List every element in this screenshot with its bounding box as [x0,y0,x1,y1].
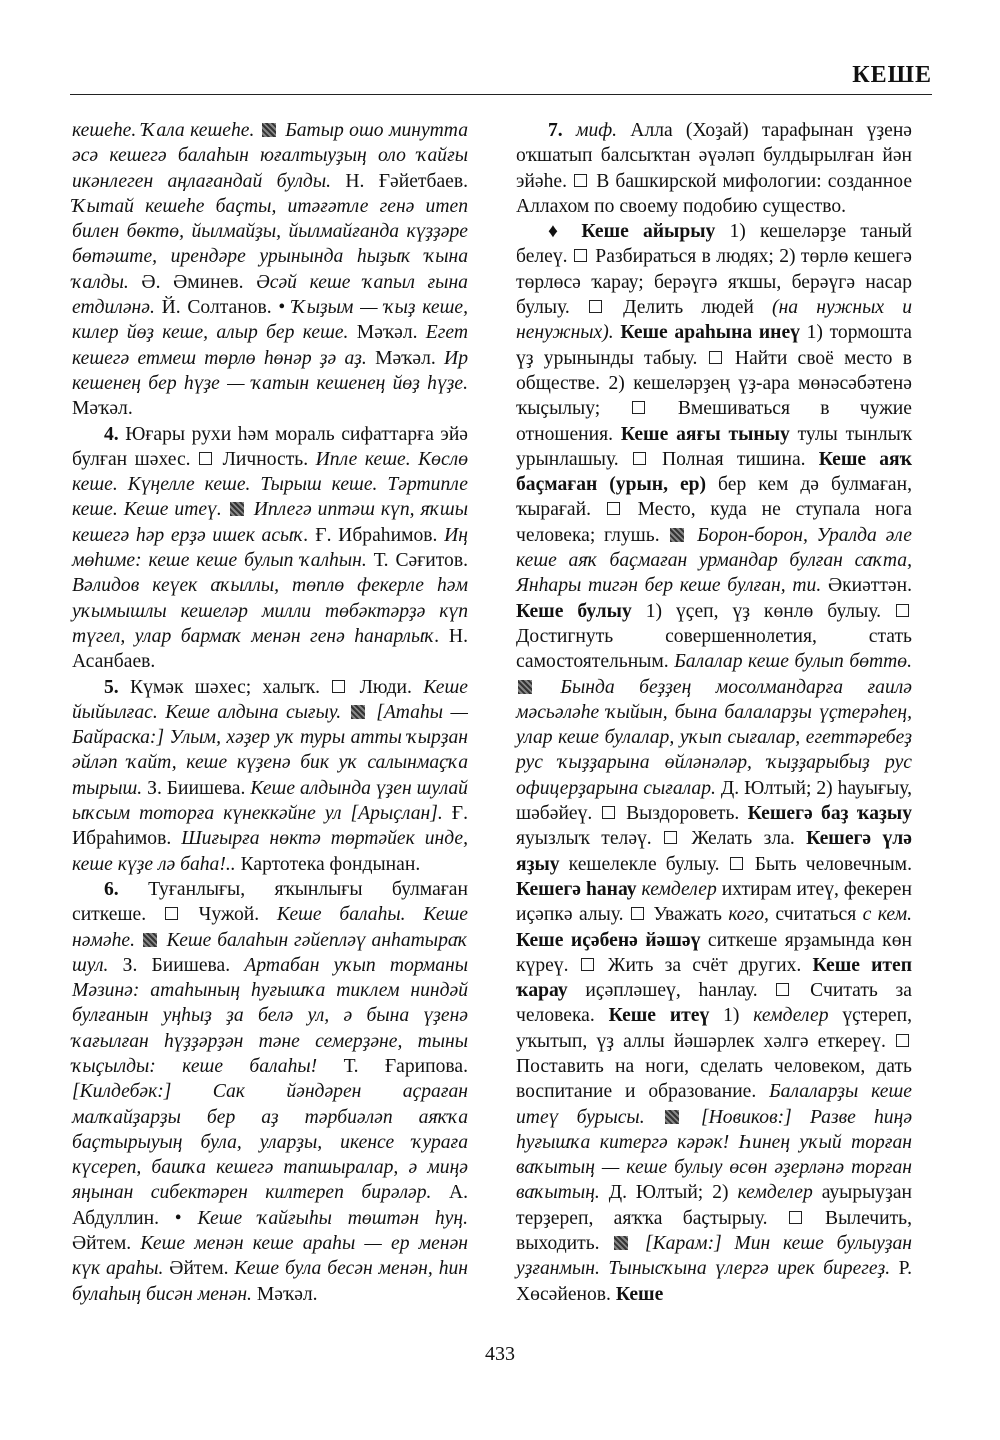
translation-marker-icon [581,958,594,971]
example-marker-icon [143,933,157,947]
translation-marker-icon [896,1034,909,1047]
bullet-icon: • [174,1207,182,1229]
example-marker-icon [230,502,244,516]
sense-7: 7. миф. Алла (Хоҙай) тарафынан үҙенә оҡшатып балсыҡтан әүәләп булдырылған йән эйәһе. В башкирской мифологии: созданное Аллахом по своему подобию существо. [516,120,913,217]
translation-marker-icon [776,983,789,996]
translation-marker-icon [709,351,722,364]
example-marker-icon [262,123,276,137]
sense-6: 6. Туғанлығы, яҡынлығы булмаған ситкеше. Чужой. Кеше балаһы. Кеше нәмәһе. Кеше балаһын гәйепләү анһатыраҡ шул. З. Биишева. Артабан уҡып торманы Мәзинә: атаһының һуғышҡа тиклем ниндәй булғанын уңһыҙ ҙа белә ул, ә бына үҙенә ҡағылған һүҙҙәрҙән тәне семерҙәне, тыны ҡыҫылды: кеше балаһы! Т. Ғарипова. [Килдебәк:] Сак йәндәрен аҫраған малҡайҙарҙы бер аҙ тәрбиәләп аяҡҡа баҫтырыуың була, уларҙы, икенсе ҡураға күсереп, башҡа кешегә тапшыралар, ә миңә яңынан сибектәрен килтереп бирәләр. А. Абдуллин. • Кеше ҡайғыһы төштән һуң. Әйтем. Кеше менән кеше араһы — ер менән күк араһы. Әйтем. Кеше була бесән менән, һин булаһың бисән менән. Мәҡәл. [72,878,469,1305]
example-marker-icon [518,680,532,694]
header-rule [70,94,932,95]
running-header: КЕШЕ [852,62,932,88]
translation-marker-icon [574,174,587,187]
translation-marker-icon [896,604,909,617]
translation-marker-icon [165,907,178,920]
translation-marker-icon [789,1211,802,1224]
right-column [516,118,912,1307]
phraseology-block: ♦ Кеше айырыу 1) кешеләрҙе таный белеү. Разбираться в людях; 2) төрлө кешегә төрлөсә ҡарау; берәүгә яҡшы, берәүгә насар булыу. Делить людей (на нужных и ненужных). Кеше араһына инеү 1) тормошта үҙ урынынды табыу. Найти своё место в обществе. 2) кешеләрҙең үҙ-ара мөнәсәбәтенә ҡыҫылыу; Вмешиваться в чужие отношения. Кеше аяғы тыныу тулы тынлыҡ урынлашыу. Полная тишина. Кеше аяҡ баҫмаған (урын, ер) бер кем дә булмаған, ҡырағай. Место, куда не ступала нога человека; глушь. Борон-борон, Уралда әле кеше аяҡ баҫмаған урмандар булған саҡта, Янһары тигән бер кеше булған, ти. Әкиәттән. Кеше булыу 1) үҫеп, үҙ көнлө булыу. Достигнуть совершеннолетия, стать самостоятельным. Балалар кеше булып бөттө. Бында беҙҙең мосолмандарға ғаилә мәсьәләһе ҡыйын, бына балаларҙы үҫтерәһең, улар кеше булалар, уҡып сығалар, егеттәребеҙ рус ҡыҙҙарына өйләнәләр, ҡыҙҙарыбыҙ рус офицерҙарына сығалар. Д. Юлтый; 2) һауығыу, шәбәйеү. Выздороветь. Кешегә баҙ ҡаҙыу яуызлыҡ теләү. Желать зла. Кешегә үлә яҙыу кешелекле булыу. Быть человечным. Кешегә һанау кемделер ихтирам итеү, фекерен иҫәпкә алыу. Уважать кого, считаться с кем. Кеше иҫәбенә йәшәү ситкеше ярҙамында көн күреү. Жить за счёт других. Кеше итеп ҡарау иҫәпләшеү, һанлау. Считать за человека. Кеше итеү 1) кемделер үҫтереп, уҡытып, үҙ аллы йәшәрлек хәлгә еткереү. Поставить на ноги, сделать человеком, дать воспитание и образование. Балаларҙы кеше итеү бурысы. [Новиков:] Разве һиңә һуғышҡа китергә кәрәк! Һинең уҡый торған ваҡытың — кеше булыу өсөн әҙерләнә торған ваҡытың. Д. Юлтый; 2) кемделер ауырыуҙан терҙереп, аяҡҡа баҫтырыу. Вылечить, выходить. [Карам:] Мин кеше булыуҙан уҙғанмын. Тынысҡына үлергә ирек бирегеҙ. Р. Хөсәйенов. Кеше [516,221,913,1305]
example-marker-icon [670,528,684,542]
translation-marker-icon [631,907,644,920]
example-marker-icon [665,1110,679,1124]
entry-continuation: кешеһе. Ҡала кешеһе. Батыр ошо минутта әсә кешегә балаһын юғалтыуҙың оло ҡайғы икәнлеген аңлағандай булды. Н. Ғәйетбаев. Ҡытай кешеһе баҫты, итәғәтле генә итеп билен бөктө, йылмайҙы, йылмайғанда күҙҙәре бөтәште, ирендәре урынында һыҙыҡ ҡына ҡалды. Ә. Әминев. Әсәй кеше ҡапыл ғына етдиләнә. Й. Солтанов. • Ҡыҙым — ҡыҙ кеше, килер йөҙ кеше, алыр бер кеше. Мәҡәл. Егет кешегә етмеш төрлө һөнәр ҙә аҙ. Мәҡәл. Ир кешенең бер һүҙе — ҡатын кешенең йөҙ һүҙе. Мәҡәл. [72,120,469,420]
translation-marker-icon [633,452,646,465]
left-column [72,118,468,1307]
translation-marker-icon [602,806,615,819]
translation-marker-icon [332,680,345,693]
sense-4: 4. Юғары рухи һәм мораль сифаттарға эйә булған шәхес. Личность. Ипле кеше. Көслө кеше. Күңелле кеше. Тырыш кеше. Тәртипле кеше. Кеше итеү. Иплегә иптәш күп, яҡшы кешегә һәр ерҙә ишек асыҡ. Ғ. Ибраһимов. Иң мөһиме: кеше кеше булып ҡалһын. Т. Сәғитов. Вәлидов кеүек аҡыллы, төплө фекерле һәм уҡымышлы кешеләр милли төбәктәрҙә күп түгел, улар бармаҡ менән генә һанарлыҡ. Н. Асанбаев. [72,423,468,673]
translation-marker-icon [607,502,620,515]
translation-marker-icon [199,452,212,465]
bullet-icon: • [278,297,286,319]
page-number: 433 [485,1343,515,1365]
sense-5: 5. Күмәк шәхес; халыҡ. Люди. Кеше йыйылғас. Кеше алдына сығыу. [Атаһы — Байраска:] Улым, хәҙер уҡ туры атты ҡырҙан әйләп ҡайт, кеше күҙенә бик уҡ салынмаҫҡа тырыш. З. Биишева. Кеше алдында үҙен шулай ыҡсым тоторға күнеккәйне ул [Арыҫлан]. Ғ. Ибраһимов. Шиғырға нөктә төртәйек инде, кеше күҙе лә баһа!.. Картотека фондынан. [72,676,468,875]
translation-marker-icon [664,831,677,844]
translation-marker-icon [574,249,587,262]
translation-marker-icon [632,401,645,414]
example-marker-icon [614,1236,628,1250]
translation-marker-icon [589,300,602,313]
translation-marker-icon [730,857,743,870]
example-marker-icon [351,705,365,719]
